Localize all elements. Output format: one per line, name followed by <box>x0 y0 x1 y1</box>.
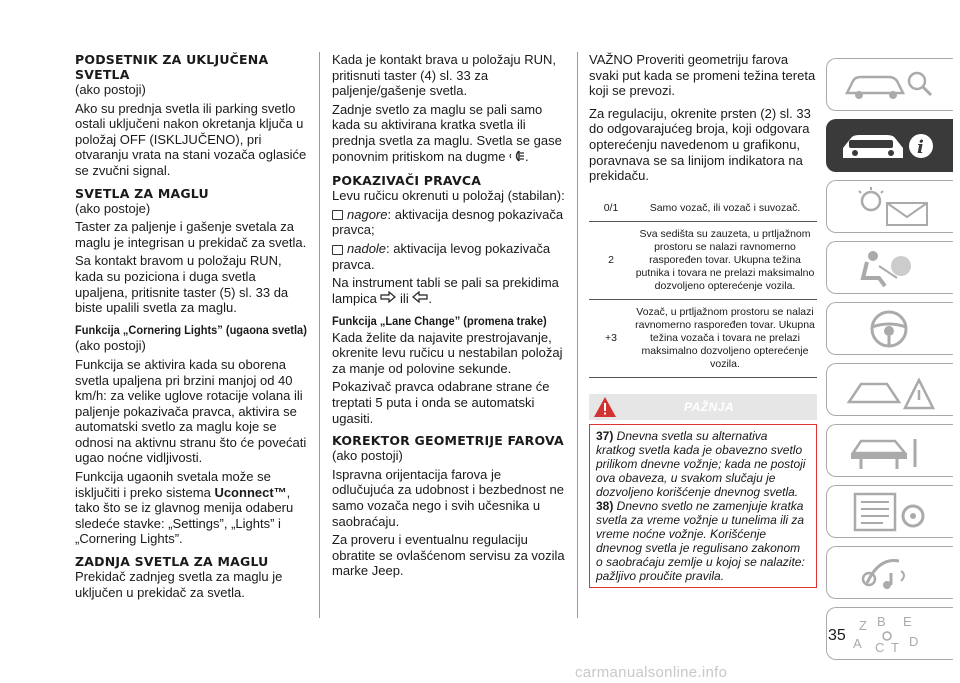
svg-text:Z: Z <box>859 618 867 633</box>
warning-triangle-icon <box>593 396 617 422</box>
emergency-warning-icon <box>839 370 939 410</box>
turn-left-arrow-icon <box>412 291 428 307</box>
warning-header <box>589 394 817 420</box>
para-maglu-2: Sa kontakt bravom u položaju RUN, kada su poziciona i duga svetla upaljena, pritisnite taster (5) sl. 33 da biste upalili svetla za maglu. <box>75 253 289 316</box>
para-lane-1: Kada želite da najavite prestrojavanje, okrenite levu ručicu u nestabilan položaj za manje od polovine sekunde. <box>332 329 563 376</box>
tab-car-info[interactable] <box>826 119 953 172</box>
warning-37: 37) Dnevna svetla su alternativa kratkog svetla kada je obavezno svetlo prilikom dnevne vožnje; kada ne postoji ova obaveza, u svakom slučaju je dozvoljeno korišćenje dnevnog svetla. <box>596 428 806 499</box>
tab-maintenance[interactable] <box>826 424 953 477</box>
heading-podsetnik: PODSETNIK ZA UKLJUČENA SVETLA <box>75 52 269 82</box>
bullet-nagore: nagore: aktivacija desnog pokazivača pravca; <box>332 206 564 238</box>
table-key: 2 <box>589 221 633 299</box>
column-divider-1 <box>319 52 320 618</box>
warning-title: PAŽNJA <box>684 399 735 414</box>
car-search-icon <box>839 65 939 105</box>
column-3 <box>589 52 817 588</box>
svg-text:i: i <box>917 137 924 158</box>
column-1 <box>75 52 307 603</box>
seat-airbag-icon <box>839 248 939 288</box>
para-korektor-1: Ispravna orijentacija farova je odlučujuća za udobnost i bezbednost ne samo vozača nego i svih učesnika u saobraćaju. <box>332 466 565 529</box>
heading-zadnja-svetla: ZADNJA SVETLA ZA MAGLU <box>75 554 269 570</box>
para-zadnje-svetlo: Zadnje svetlo za maglu se pali samo kada su aktivirana kratka svetla ili prednja svetla za maglu. Svetla se gase ponovnim pritiskom na dugme . <box>332 102 566 166</box>
svg-text:A: A <box>853 636 862 651</box>
table-value: Vozač, u prtljažnom prostoru se nalazi ravnomerno raspoređen tovar. Ukupna težina vozača i tovara ne prelazi maksimalno dozvoljeno opterećenje vozila. <box>633 299 817 377</box>
table-key: 0/1 <box>589 196 633 222</box>
para-levu-rucicu: Levu ručicu okrenuti u položaj (stabilan): <box>332 188 565 204</box>
para-regulacija: Za regulaciju, okrenite prsten (2) sl. 33 do odgovarajućeg broja, koji odgovara opterećenju navedenom u grafikonu, poravnava se sa linijom indikatora na prekidaču. <box>589 105 811 184</box>
rear-fog-light-icon <box>509 149 525 167</box>
column-divider-2 <box>577 52 578 618</box>
tab-emergency[interactable] <box>826 363 953 416</box>
tab-car-overview[interactable] <box>826 58 953 111</box>
bullet-nadole: nadole: aktivacija levog pokazivača pravca. <box>332 240 551 272</box>
tab-technical-data[interactable] <box>826 485 953 538</box>
table-row <box>589 196 817 222</box>
svg-text:C: C <box>875 640 885 654</box>
turn-right-arrow-icon <box>380 291 396 307</box>
watermark: carmanualsonline.info <box>575 664 728 681</box>
warning-38: 38) Dnevno svetlo ne zamenjuje kratka svetla za vreme vožnje u tunelima ili za vreme noćne vožnje. Korišćenje dnevnog svetla je regulisano zakonom o saobraćaju zemlje u kojoj se nalazite: pažljivo proučite pravila. <box>596 498 805 583</box>
table-row <box>589 221 817 299</box>
svg-text:T: T <box>891 640 899 654</box>
heading-svetla-za-maglu: SVETLA ZA MAGLU <box>75 185 209 201</box>
svg-text:B: B <box>877 614 886 629</box>
subtitle-cornering: (ako postoji) <box>75 338 146 354</box>
subtitle-podsetnik: (ako postoji) <box>75 82 146 97</box>
heading-cornering: Funkcija „Cornering Lights” (ugaona svetla) <box>75 322 307 337</box>
page-number: 35 <box>828 627 846 644</box>
para-zadnja: Prekidač zadnjeg svetla za maglu je uključen u prekidač za svetla. <box>75 569 283 600</box>
column-2 <box>332 52 566 582</box>
tab-lights-messages[interactable] <box>826 180 953 233</box>
chapter-tabs <box>826 58 954 668</box>
table-key: +3 <box>589 299 633 377</box>
para-lane-2: Pokazivač pravca odabrane strane će treptati 5 puta i onda se automatski ugasiti. <box>332 379 550 426</box>
bullet-box-icon <box>332 245 343 255</box>
para-cornering-2: Funkcija ugaonih svetala može se isključiti i preko sistema Uconnect™, tako što se iz glavnog menija odaberu sledeće stavke: „Settings”, „Lights” i „Cornering Lights”. <box>75 469 294 547</box>
tab-safety[interactable] <box>826 241 953 294</box>
para-korektor-2: Za proveru i eventualnu regulaciju obratite se ovlašćenom servisu za vozila marke Jeep. <box>332 532 565 579</box>
alphabet-index-icon <box>839 614 939 654</box>
uconnect-label: Uconnect™ <box>214 484 287 500</box>
para-cornering-1: Funkcija se aktivira kada su oborena svetla upaljena pri brzini manjoj od 40 km/h: za velike uglove rotacije volana ili paljenje pokazivača pravca, aktivira se automatski svetlo za maglu koje se odnosi na aktivnu stranu što će povećati ugao noćne vidljivosti. <box>75 356 307 466</box>
table-value: Sva sedišta su zauzeta, u prtljažnom prostoru se nalazi ravnomerno raspoređen tovar. Ukupna težina putnika i tovara ne prelazi maksimalno dozvoljeno opterećenje vozila. <box>633 221 817 299</box>
tab-multimedia[interactable] <box>826 546 953 599</box>
warning-box <box>589 424 817 588</box>
bullet-box-icon <box>332 210 343 220</box>
table-value: Samo vozač, ili vozač i suvozač. <box>633 196 817 222</box>
table-row <box>589 299 817 377</box>
para-vazno: VAŽNO Proveriti geometriju farova svaki put kada se promeni težina tereta koji se prevozi. <box>589 52 816 99</box>
car-lift-icon <box>839 431 939 471</box>
heading-lane-change: Funkcija „Lane Change” (promena trake) <box>332 314 547 329</box>
svg-text:E: E <box>903 614 912 629</box>
heading-pokazivaci: POKAZIVAČI PRAVCA <box>332 173 482 189</box>
para-maglu-1: Taster za paljenje i gašenje svetala za maglu je integrisan u prekidač za svetla. <box>75 219 307 250</box>
technical-list-icon <box>839 492 939 532</box>
light-envelope-icon <box>839 187 939 227</box>
tab-driving[interactable] <box>826 302 953 355</box>
steering-wheel-icon <box>839 309 939 349</box>
subtitle-korektor: (ako postoji) <box>332 448 403 464</box>
svg-text:D: D <box>909 634 919 649</box>
media-music-icon <box>839 553 939 593</box>
load-table <box>589 196 817 378</box>
heading-korektor: KOREKTOR GEOMETRIJE FAROVA <box>332 433 564 449</box>
para-instrument: Na instrument tabli se pali sa prekidima lampica ili . <box>332 275 559 306</box>
para-podsetnik: Ako su prednja svetla ili parking svetlo ostali uključeni nakon okretanja ključa u položaj OFF (ISKLJUČENO), pri otvaranju vrata na stani vozača oglasiće se zvučni signal. <box>75 100 307 178</box>
subtitle-maglu: (ako postoje) <box>75 200 151 216</box>
para-kontakt: Kada je kontakt brava u položaju RUN, pritisnuti taster (4) sl. 33 za paljenje/gašenje svetla. <box>332 52 557 99</box>
car-info-icon <box>839 126 939 166</box>
